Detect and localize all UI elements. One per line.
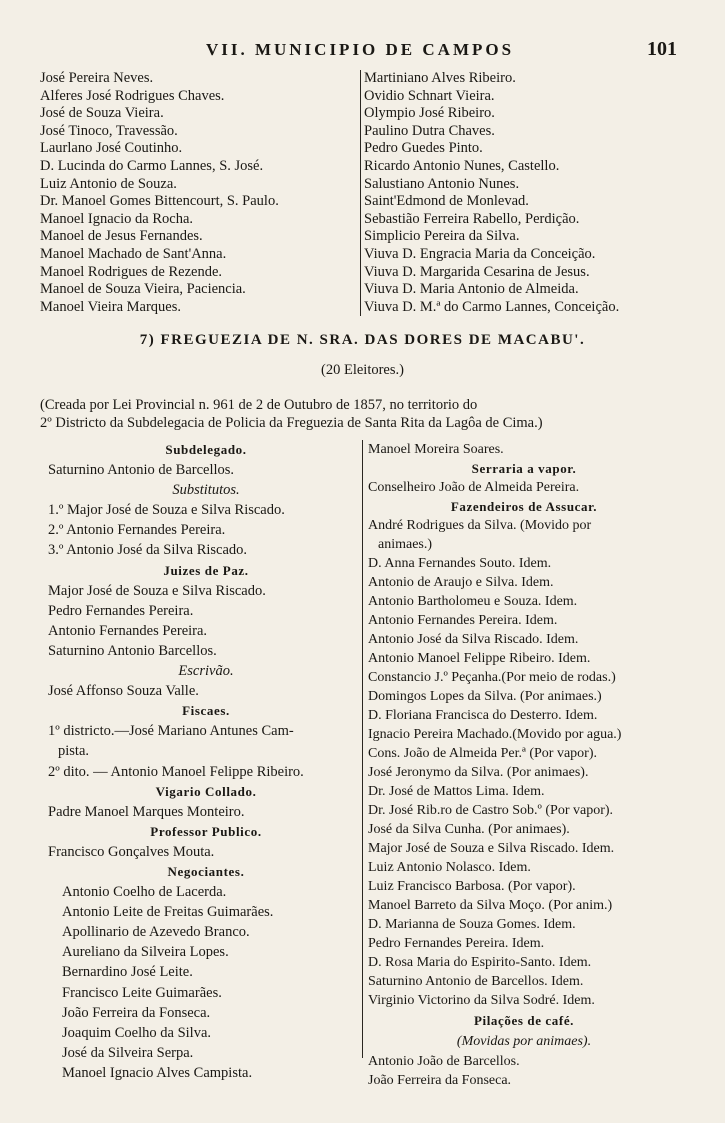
list-item: Manoel Barreto da Silva Moço. (Por anim.) xyxy=(368,898,613,913)
list-item: José Tinoco, Travessão. xyxy=(40,122,178,139)
column-rule-top xyxy=(360,70,361,316)
escrivao-name: José Affonso Souza Valle. xyxy=(48,683,199,700)
top-right-list xyxy=(364,70,684,316)
list-item: Ovidio Schnart Vieira. xyxy=(364,87,495,104)
list-item: Manoel Ignacio da Rocha. xyxy=(40,210,194,227)
list-item: João Ferreira da Fonseca. xyxy=(368,1073,512,1088)
list-item: José Pereira Neves. xyxy=(40,70,154,86)
list-item: Bernardino José Leite. xyxy=(62,964,193,981)
list-item: Saturnino Antonio de Barcellos. Idem. xyxy=(368,974,584,989)
heading-escrivao: Escrivão. xyxy=(178,663,234,680)
top-left-list xyxy=(40,70,358,316)
heading-substitutos: Substitutos. xyxy=(172,482,240,499)
list-item: Viuva D. Maria Antonio de Almeida. xyxy=(364,281,579,298)
list-item: Constancio J.º Peçanha.(Por meio de rodas.) xyxy=(368,670,616,685)
list-item: Antonio Fernandes Pereira. Idem. xyxy=(368,613,558,628)
heading-fiscaes: Fiscaes. xyxy=(182,703,230,719)
list-item: Apollinario de Azevedo Branco. xyxy=(62,924,250,941)
list-item: Antonio Leite de Freitas Guimarães. xyxy=(62,904,274,921)
list-item: D. Rosa Maria do Espirito-Santo. Idem. xyxy=(368,955,592,970)
list-item: Aureliano da Silveira Lopes. xyxy=(62,944,229,961)
fiscal-entry: 1º districto.—José Mariano Antunes Cam- xyxy=(48,723,294,740)
left-column xyxy=(48,440,364,1083)
list-item: Manoel de Jesus Fernandes. xyxy=(40,228,203,245)
list-item: Pedro Fernandes Pereira. xyxy=(48,602,194,619)
vigario-name: Padre Manoel Marques Monteiro. xyxy=(48,803,245,820)
subdelegado-name: Saturnino Antonio de Barcellos. xyxy=(48,462,235,479)
list-item: João Ferreira da Fonseca. xyxy=(62,1004,211,1021)
list-item: Virginio Victorino da Silva Sodré. Idem. xyxy=(368,993,595,1008)
list-item: Domingos Lopes da Silva. (Por animaes.) xyxy=(368,689,602,704)
professor-name: Francisco Gonçalves Mouta. xyxy=(48,843,215,860)
list-item: 3.º Antonio José da Silva Riscado. xyxy=(48,542,248,559)
list-item: Saturnino Antonio Barcellos. xyxy=(48,642,217,659)
section-title: 7) FREGUEZIA DE N. SRA. DAS DORES DE MACABU'. xyxy=(139,332,586,348)
list-item: André Rodrigues da Silva. (Movido por xyxy=(368,518,592,533)
list-item: Viuva D. M.ª do Carmo Lannes, Conceição. xyxy=(364,298,620,315)
list-item: Cons. João de Almeida Per.ª (Por vapor). xyxy=(368,746,597,761)
list-item: Salustiano Antonio Nunes. xyxy=(364,175,520,192)
list-item: Manoel Rodrigues de Rezende. xyxy=(40,263,223,280)
list-item: Simplicio Pereira da Silva. xyxy=(364,228,520,245)
heading-negociantes: Negociantes. xyxy=(167,863,245,879)
list-item: Manoel Machado de Sant'Anna. xyxy=(40,245,227,262)
section-note xyxy=(40,396,690,432)
list-item: 1.º Major José de Souza e Silva Riscado. xyxy=(48,502,285,519)
list-item: Antonio Fernandes Pereira. xyxy=(48,622,208,639)
list-item: D. Marianna de Souza Gomes. Idem. xyxy=(368,917,576,932)
list-item: Viuva D. Engracia Maria da Conceição. xyxy=(364,245,596,262)
heading-subdelegado: Subdelegado. xyxy=(165,442,247,457)
heading-vigario: Vigario Collado. xyxy=(155,783,257,799)
list-item: Joaquim Coelho da Silva. xyxy=(62,1024,212,1041)
list-item: Manoel Vieira Marques. xyxy=(40,298,181,315)
running-title: VII. MUNICIPIO DE CAMPOS xyxy=(205,40,515,59)
list-item: D. Anna Fernandes Souto. Idem. xyxy=(368,556,552,571)
list-item: Manoel Ignacio Alves Campista. xyxy=(62,1064,253,1081)
heading-fazendeiros: Fazendeiros de Assucar. xyxy=(450,499,598,514)
fiscal-entry: 2º dito. — Antonio Manoel Felippe Ribeiro. xyxy=(48,763,304,780)
right-column xyxy=(368,440,680,1090)
list-item: Antonio José da Silva Riscado. Idem. xyxy=(368,632,579,647)
list-item: Antonio João de Barcellos. xyxy=(368,1054,520,1069)
list-item: Major José de Souza e Silva Riscado. xyxy=(48,582,266,599)
list-item: Dr. Manoel Gomes Bittencourt, S. Paulo. xyxy=(40,193,279,210)
list-item: Pedro Guedes Pinto. xyxy=(364,140,483,157)
list-item: Antonio Coelho de Lacerda. xyxy=(62,884,227,901)
note-line: 2º Districto da Subdelegacia de Policia da Freguezia de Santa Rita da Lagôa de Cima.) xyxy=(40,415,543,431)
heading-professor: Professor Publico. xyxy=(150,823,262,839)
list-item: Dr. José de Mattos Lima. Idem. xyxy=(368,784,545,799)
list-item: D. Lucinda do Carmo Lannes, S. José. xyxy=(40,157,264,174)
heading-pilacoes: Pilações de café. xyxy=(473,1013,575,1028)
page-number: 101 xyxy=(647,38,677,60)
list-item: Luiz Antonio Nolasco. Idem. xyxy=(368,860,531,875)
list-item: Antonio Bartholomeu e Souza. Idem. xyxy=(368,594,578,609)
fiscal-entry-cont: pista. xyxy=(58,743,90,760)
pilacoes-subheading: (Movidas por animaes). xyxy=(456,1034,592,1049)
list-item: Dr. José Rib.ro de Castro Sob.º (Por vapor). xyxy=(368,803,614,818)
list-item: Laurlano José Coutinho. xyxy=(40,140,183,157)
list-item: Martiniano Alves Ribeiro. xyxy=(364,70,516,86)
note-line: (Creada por Lei Provincial n. 961 de 2 de Outubro de 1857, no territorio do xyxy=(40,397,478,413)
list-item: Antonio de Araujo e Silva. Idem. xyxy=(368,575,554,590)
list-item-cont: animaes.) xyxy=(378,537,433,552)
list-item: Antonio Manoel Felippe Ribeiro. Idem. xyxy=(368,651,591,666)
list-item: Ignacio Pereira Machado.(Movido por agua.) xyxy=(368,727,622,742)
list-item: José Jeronymo da Silva. (Por animaes). xyxy=(368,765,589,780)
list-item: Manoel Moreira Soares. xyxy=(368,442,504,457)
list-item: Olympio José Ribeiro. xyxy=(364,105,495,122)
heading-serraria: Serraria a vapor. xyxy=(471,461,577,476)
list-item: Viuva D. Margarida Cesarina de Jesus. xyxy=(364,263,590,280)
list-item: Ricardo Antonio Nunes, Castello. xyxy=(364,157,560,174)
list-item: Major José de Souza e Silva Riscado. Idem. xyxy=(368,841,615,856)
heading-juizes: Juizes de Paz. xyxy=(163,562,249,578)
list-item: D. Floriana Francisca do Desterro. Idem. xyxy=(368,708,598,723)
list-item: José de Souza Vieira. xyxy=(40,105,164,122)
list-item: Sebastião Ferreira Rabello, Perdição. xyxy=(364,210,580,227)
page-header xyxy=(0,40,725,64)
list-item: Francisco Leite Guimarães. xyxy=(62,984,222,1001)
list-item: Alferes José Rodrigues Chaves. xyxy=(40,87,225,104)
list-item: Pedro Fernandes Pereira. Idem. xyxy=(368,936,545,951)
electors-count: (20 Eleitores.) xyxy=(321,362,404,378)
list-item: 2.º Antonio Fernandes Pereira. xyxy=(48,522,226,539)
serraria-owner: Conselheiro João de Almeida Pereira. xyxy=(368,480,580,495)
list-item: Paulino Dutra Chaves. xyxy=(364,122,495,139)
list-item: Luiz Antonio de Souza. xyxy=(40,175,177,192)
list-item: Saint'Edmond de Monlevad. xyxy=(364,193,529,210)
list-item: Luiz Francisco Barbosa. (Por vapor). xyxy=(368,879,576,894)
list-item: José da Silveira Serpa. xyxy=(62,1044,194,1061)
list-item: Manoel de Souza Vieira, Paciencia. xyxy=(40,281,246,298)
list-item: José da Silva Cunha. (Por animaes). xyxy=(368,822,570,837)
